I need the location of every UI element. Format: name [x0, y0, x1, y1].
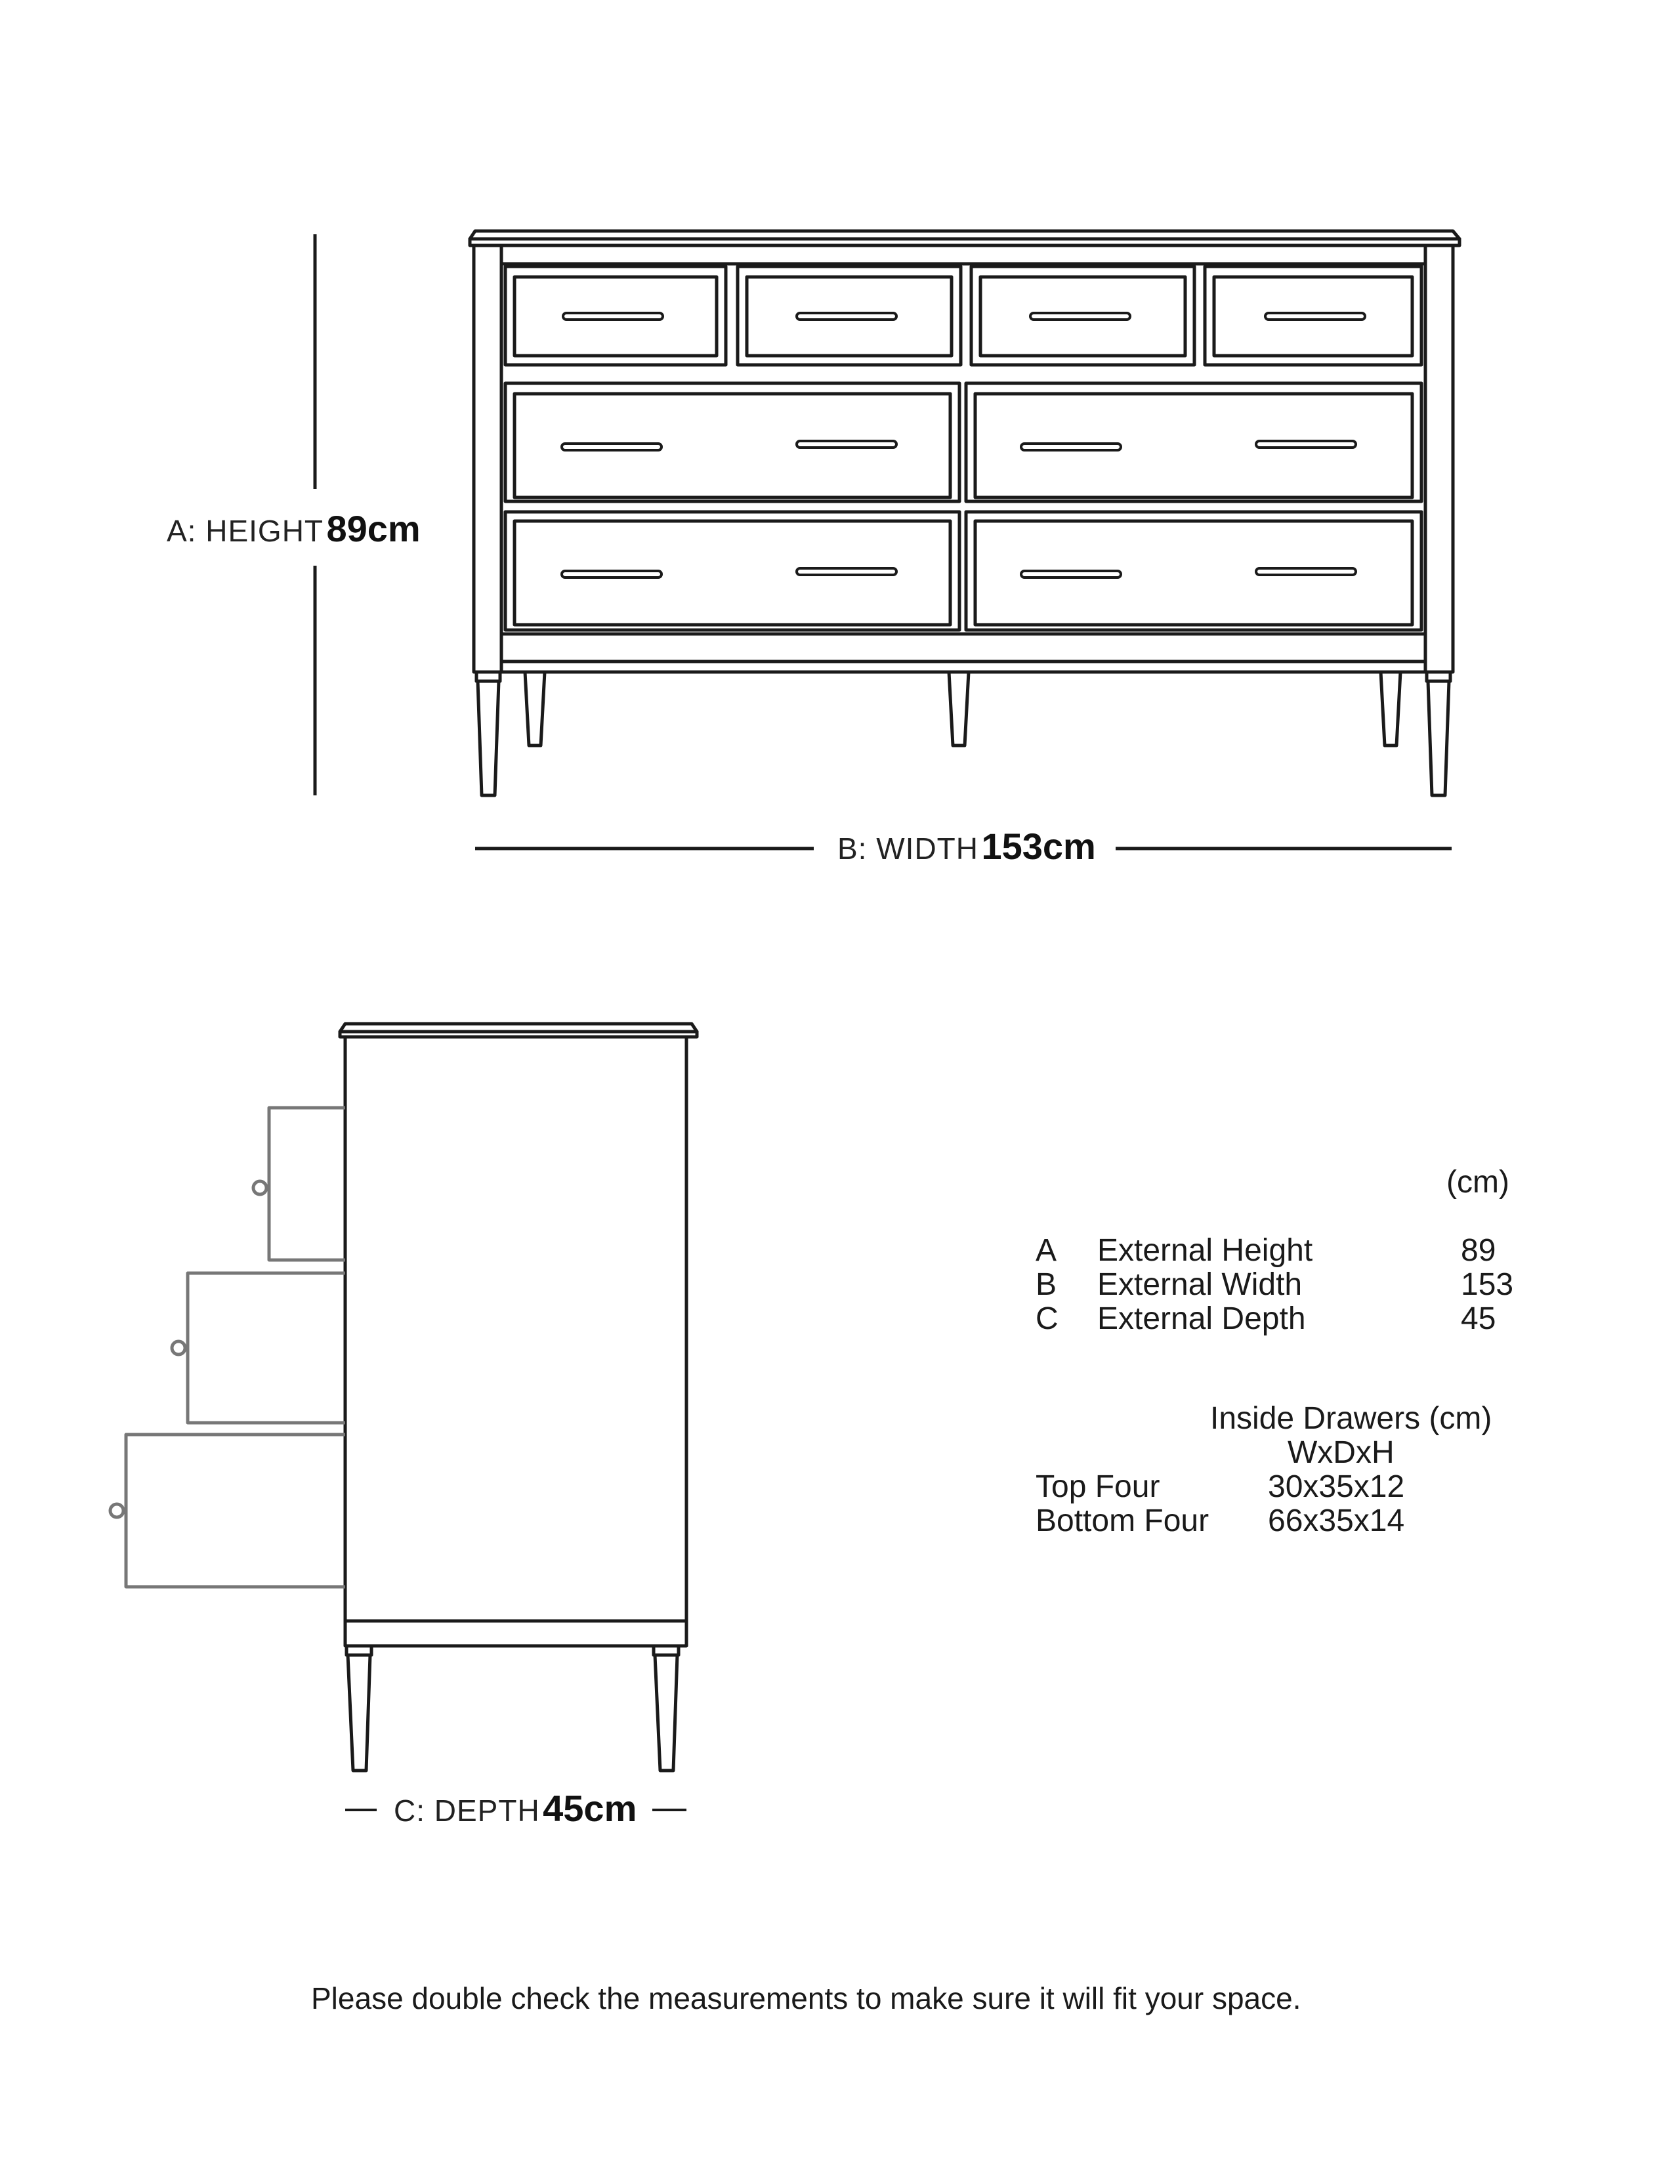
drawers-row-top-value: 30x35x12	[1268, 1469, 1405, 1504]
drawers-subtitle: WxDxH	[1288, 1435, 1395, 1470]
external-row-b-key: B	[1036, 1267, 1057, 1302]
external-row-b-label: External Width	[1097, 1267, 1303, 1302]
external-row-c-key: C	[1036, 1301, 1059, 1336]
drawer-handles	[562, 313, 1365, 578]
external-row-c-value: 45	[1461, 1301, 1496, 1336]
side-view-chest	[110, 1024, 697, 1810]
width-label-value: 153cm	[981, 826, 1096, 867]
front-body	[501, 245, 1425, 672]
front-post-left	[474, 245, 501, 672]
drawer-knob	[253, 1181, 266, 1194]
drawers-row-bottom-label: Bottom Four	[1036, 1503, 1209, 1538]
top-drawers	[505, 266, 1421, 365]
external-row-a-value: 89	[1461, 1233, 1496, 1268]
side-body	[345, 1037, 686, 1621]
depth-label-value: 45cm	[543, 1788, 637, 1829]
height-label	[167, 508, 421, 549]
depth-label-prefix: C: DEPTH	[394, 1794, 540, 1828]
drawers-row-top-label: Top Four	[1036, 1469, 1160, 1504]
side-plinth	[345, 1621, 686, 1646]
open-drawers	[110, 1108, 345, 1587]
height-label-prefix: A: HEIGHT	[167, 514, 324, 548]
external-row-c-label: External Depth	[1097, 1301, 1306, 1336]
front-post-right	[1425, 245, 1453, 672]
drawers-row-bottom-value: 66x35x14	[1268, 1503, 1405, 1538]
drawer-knob	[172, 1341, 185, 1354]
front-view-chest	[315, 231, 1460, 849]
depth-label	[394, 1790, 637, 1827]
external-row-b-value: 153	[1461, 1267, 1514, 1302]
front-legs	[476, 672, 1450, 795]
height-label-value: 89cm	[326, 508, 421, 549]
external-unit: (cm)	[1446, 1165, 1509, 1200]
footer-note: Please double check the measurements to make sure it will fit your space.	[311, 1981, 1301, 2015]
drawers-title: Inside Drawers (cm)	[1210, 1401, 1492, 1436]
width-label-prefix: B: WIDTH	[837, 831, 978, 866]
external-row-a-key: A	[1036, 1233, 1057, 1268]
external-row-a-label: External Height	[1097, 1233, 1313, 1268]
drawer-knob	[110, 1504, 123, 1517]
width-label	[837, 828, 1096, 865]
